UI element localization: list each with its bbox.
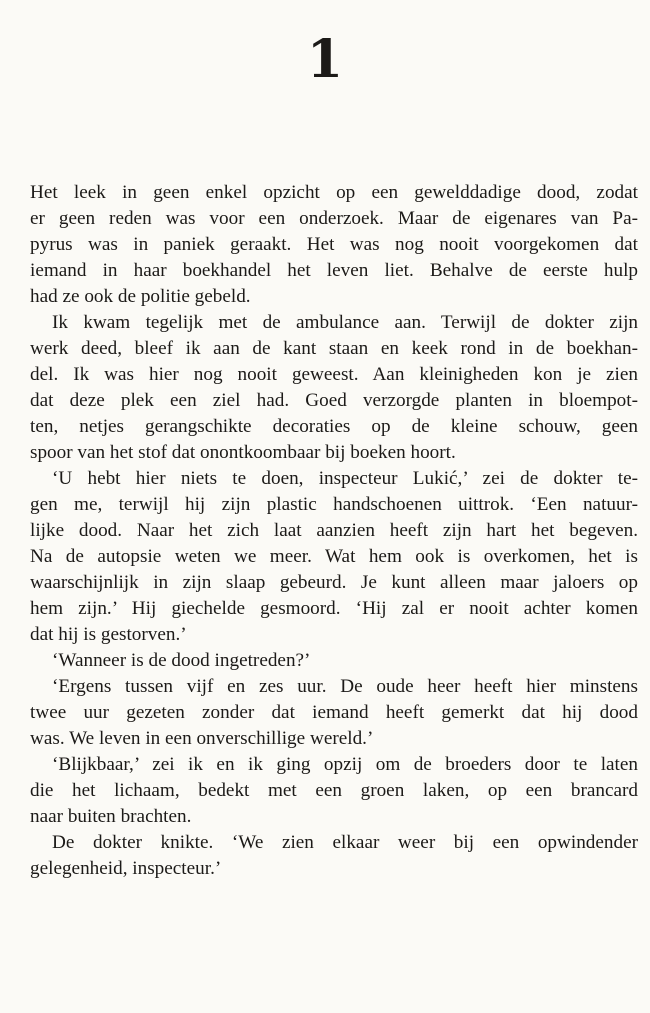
text-line: hem zijn.’ Hij giechelde gesmoord. ‘Hij zal er nooit achter komen <box>30 598 638 619</box>
text-line: twee uur gezeten zonder dat iemand heeft gemerkt dat hij dood <box>30 702 638 723</box>
text-line: spoor van het stof dat onontkoombaar bij boeken hoort. <box>30 442 456 463</box>
paragraph <box>30 752 638 830</box>
text-line: ten, netjes gerangschikte decoraties op de kleine schouw, geen <box>30 416 638 437</box>
chapter-body <box>30 180 638 882</box>
text-line: die het lichaam, bedekt met een groen laken, op een brancard <box>30 780 638 801</box>
text-line: naar buiten brachten. <box>30 806 192 827</box>
paragraph <box>30 674 638 752</box>
text-line: ‘U hebt hier niets te doen, inspecteur Lukić,’ zei de dokter te- <box>52 468 638 489</box>
paragraph <box>30 310 638 466</box>
text-line: dat hij is gestorven.’ <box>30 624 187 645</box>
text-line: iemand in haar boekhandel het leven liet. Behalve de eerste hulp <box>30 260 638 281</box>
text-line: lijke dood. Naar het zich laat aanzien heeft zijn hart het begeven. <box>30 520 638 541</box>
paragraph <box>30 648 638 674</box>
paragraph <box>30 830 638 882</box>
text-line: had ze ook de politie gebeld. <box>30 286 251 307</box>
text-line: werk deed, bleef ik aan de kant staan en keek rond in de boekhan- <box>30 338 638 359</box>
paragraph <box>30 466 638 648</box>
text-line: waarschijnlijk in zijn slaap gebeurd. Je kunt alleen maar jaloers op <box>30 572 638 593</box>
text-line: gen me, terwijl hij zijn plastic handschoenen uittrok. ‘Een natuur- <box>30 494 638 515</box>
text-line: ‘Wanneer is de dood ingetreden?’ <box>52 650 311 671</box>
text-line: Na de autopsie weten we meer. Wat hem ook is overkomen, het is <box>30 546 638 567</box>
text-line: De dokter knikte. ‘We zien elkaar weer bij een opwindender <box>52 832 638 853</box>
text-line: pyrus was in paniek geraakt. Het was nog nooit voorgekomen dat <box>30 234 638 255</box>
text-line: ‘Blijkbaar,’ zei ik en ik ging opzij om de broeders door te laten <box>52 754 638 775</box>
text-line: Het leek in geen enkel opzicht op een gewelddadige dood, zodat <box>30 182 638 203</box>
text-line: was. We leven in een onverschillige wereld.’ <box>30 728 374 749</box>
text-line: ‘Ergens tussen vijf en zes uur. De oude heer heeft hier minstens <box>52 676 638 697</box>
text-line: Ik kwam tegelijk met de ambulance aan. Terwijl de dokter zijn <box>52 312 638 333</box>
text-line: er geen reden was voor een onderzoek. Maar de eigenares van Pa- <box>30 208 638 229</box>
text-line: dat deze plek een ziel had. Goed verzorgde planten in bloempot- <box>30 390 638 411</box>
text-line: del. Ik was hier nog nooit geweest. Aan kleinigheden kon je zien <box>30 364 638 385</box>
text-line: gelegenheid, inspecteur.’ <box>30 858 222 879</box>
chapter-number: 1 <box>306 29 344 90</box>
paragraph <box>30 180 638 310</box>
